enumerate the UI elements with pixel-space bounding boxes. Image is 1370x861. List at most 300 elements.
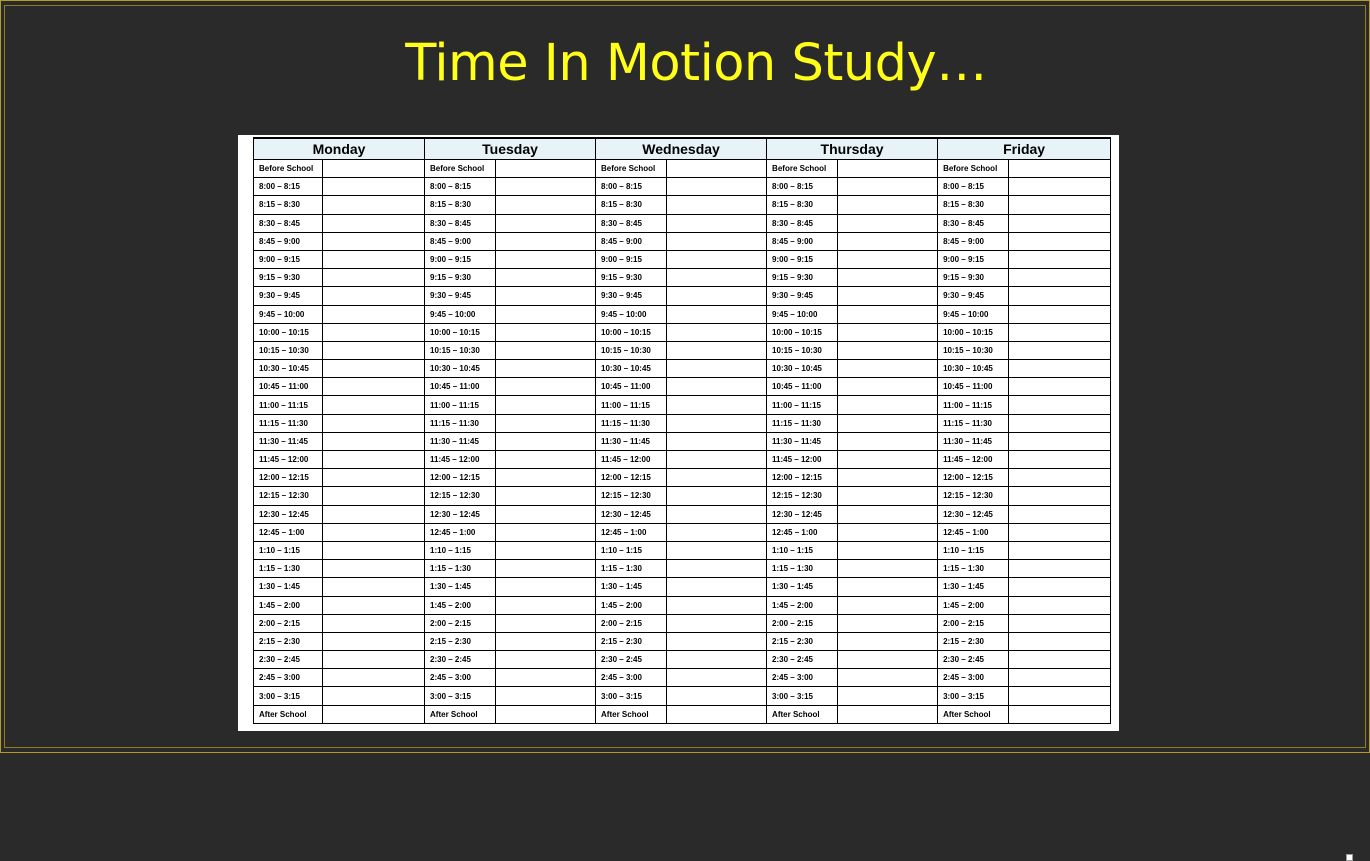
activity-entry-cell[interactable] <box>496 396 596 414</box>
day-header-wednesday: Wednesday <box>596 138 767 160</box>
activity-entry-cell[interactable] <box>1009 232 1111 250</box>
activity-entry-cell[interactable] <box>496 687 596 705</box>
time-slot-label: 9:45 – 10:00 <box>254 305 323 323</box>
time-slot-label: Before School <box>254 160 323 178</box>
activity-entry-cell[interactable] <box>838 614 938 632</box>
activity-entry-cell[interactable] <box>496 378 596 396</box>
activity-entry-cell[interactable] <box>323 287 425 305</box>
activity-entry-cell[interactable] <box>1009 360 1111 378</box>
time-slot-label: 1:10 – 1:15 <box>596 541 667 559</box>
time-slot-label: 1:45 – 2:00 <box>938 596 1009 614</box>
activity-entry-cell[interactable] <box>667 160 767 178</box>
slide-title[interactable]: Time In Motion Study… <box>405 34 987 93</box>
time-slot-label: 12:30 – 12:45 <box>938 505 1009 523</box>
time-slot-label: 8:15 – 8:30 <box>596 196 667 214</box>
activity-entry-cell[interactable] <box>838 523 938 541</box>
activity-entry-cell[interactable] <box>496 560 596 578</box>
time-slot-label: 1:15 – 1:30 <box>425 560 496 578</box>
time-slot-label: 12:00 – 12:15 <box>767 469 838 487</box>
table-row <box>254 196 1111 214</box>
activity-entry-cell[interactable] <box>1009 632 1111 650</box>
activity-entry-cell[interactable] <box>496 578 596 596</box>
activity-entry-cell[interactable] <box>323 541 425 559</box>
time-slot-label: 12:00 – 12:15 <box>254 469 323 487</box>
activity-entry-cell[interactable] <box>1009 269 1111 287</box>
activity-entry-cell[interactable] <box>838 305 938 323</box>
activity-entry-cell[interactable] <box>1009 578 1111 596</box>
time-slot-label: 11:45 – 12:00 <box>938 451 1009 469</box>
time-slot-label: 10:00 – 10:15 <box>938 323 1009 341</box>
activity-entry-cell[interactable] <box>1009 396 1111 414</box>
activity-entry-cell[interactable] <box>838 250 938 268</box>
time-slot-label: 2:15 – 2:30 <box>938 632 1009 650</box>
activity-entry-cell[interactable] <box>323 323 425 341</box>
time-slot-label: 2:45 – 3:00 <box>425 669 496 687</box>
activity-entry-cell[interactable] <box>838 487 938 505</box>
activity-entry-cell[interactable] <box>323 432 425 450</box>
table-row <box>254 523 1111 541</box>
time-slot-label: 9:00 – 9:15 <box>254 250 323 268</box>
activity-entry-cell[interactable] <box>323 560 425 578</box>
activity-entry-cell[interactable] <box>323 396 425 414</box>
activity-entry-cell[interactable] <box>323 487 425 505</box>
activity-entry-cell[interactable] <box>667 560 767 578</box>
activity-entry-cell[interactable] <box>838 214 938 232</box>
activity-entry-cell[interactable] <box>496 523 596 541</box>
time-slot-label: 11:45 – 12:00 <box>596 451 667 469</box>
time-slot-label: 2:45 – 3:00 <box>767 669 838 687</box>
time-slot-label: 1:45 – 2:00 <box>425 596 496 614</box>
time-slot-label: 8:00 – 8:15 <box>254 178 323 196</box>
activity-entry-cell[interactable] <box>838 596 938 614</box>
activity-entry-cell[interactable] <box>667 614 767 632</box>
time-slot-label: 10:00 – 10:15 <box>425 323 496 341</box>
activity-entry-cell[interactable] <box>496 451 596 469</box>
time-slot-label: 10:30 – 10:45 <box>425 360 496 378</box>
time-slot-label: 8:00 – 8:15 <box>938 178 1009 196</box>
table-row <box>254 341 1111 359</box>
time-slot-label: 10:30 – 10:45 <box>254 360 323 378</box>
time-slot-label: 10:15 – 10:30 <box>767 341 838 359</box>
time-slot-label: 12:15 – 12:30 <box>596 487 667 505</box>
activity-entry-cell[interactable] <box>323 614 425 632</box>
activity-entry-cell[interactable] <box>323 196 425 214</box>
activity-entry-cell[interactable] <box>496 669 596 687</box>
activity-entry-cell[interactable] <box>838 232 938 250</box>
activity-entry-cell[interactable] <box>496 287 596 305</box>
activity-entry-cell[interactable] <box>838 323 938 341</box>
time-slot-label: 10:30 – 10:45 <box>596 360 667 378</box>
schedule-table <box>253 137 1111 724</box>
time-slot-label: 10:30 – 10:45 <box>767 360 838 378</box>
time-slot-label: 10:45 – 11:00 <box>767 378 838 396</box>
time-slot-label: 8:30 – 8:45 <box>425 214 496 232</box>
activity-entry-cell[interactable] <box>667 523 767 541</box>
time-slot-label: After School <box>767 705 838 723</box>
activity-entry-cell[interactable] <box>838 705 938 723</box>
activity-entry-cell[interactable] <box>667 651 767 669</box>
activity-entry-cell[interactable] <box>667 687 767 705</box>
table-row <box>254 541 1111 559</box>
time-slot-label: Before School <box>596 160 667 178</box>
activity-entry-cell[interactable] <box>1009 323 1111 341</box>
time-slot-label: Before School <box>938 160 1009 178</box>
activity-entry-cell[interactable] <box>323 214 425 232</box>
time-slot-label: 2:15 – 2:30 <box>254 632 323 650</box>
activity-entry-cell[interactable] <box>1009 487 1111 505</box>
activity-entry-cell[interactable] <box>667 469 767 487</box>
time-slot-label: 11:15 – 11:30 <box>254 414 323 432</box>
table-row <box>254 432 1111 450</box>
activity-entry-cell[interactable] <box>323 469 425 487</box>
activity-entry-cell[interactable] <box>496 196 596 214</box>
table-row <box>254 687 1111 705</box>
activity-entry-cell[interactable] <box>1009 687 1111 705</box>
table-row <box>254 378 1111 396</box>
time-slot-label: 9:15 – 9:30 <box>254 269 323 287</box>
day-header-tuesday: Tuesday <box>425 138 596 160</box>
time-slot-label: 11:00 – 11:15 <box>938 396 1009 414</box>
activity-entry-cell[interactable] <box>838 341 938 359</box>
activity-entry-cell[interactable] <box>1009 505 1111 523</box>
table-row <box>254 632 1111 650</box>
time-slot-label: 12:45 – 1:00 <box>254 523 323 541</box>
table-row <box>254 305 1111 323</box>
time-slot-label: 12:45 – 1:00 <box>938 523 1009 541</box>
time-slot-label: 11:00 – 11:15 <box>767 396 838 414</box>
activity-entry-cell[interactable] <box>1009 214 1111 232</box>
activity-entry-cell[interactable] <box>838 178 938 196</box>
time-slot-label: After School <box>938 705 1009 723</box>
time-slot-label: 11:30 – 11:45 <box>767 432 838 450</box>
activity-entry-cell[interactable] <box>1009 614 1111 632</box>
time-slot-label: 2:30 – 2:45 <box>938 651 1009 669</box>
time-slot-label: 2:00 – 2:15 <box>596 614 667 632</box>
time-slot-label: 8:30 – 8:45 <box>938 214 1009 232</box>
time-slot-label: 11:00 – 11:15 <box>596 396 667 414</box>
time-slot-label: 10:45 – 11:00 <box>425 378 496 396</box>
time-slot-label: 12:00 – 12:15 <box>596 469 667 487</box>
activity-entry-cell[interactable] <box>667 632 767 650</box>
activity-entry-cell[interactable] <box>667 360 767 378</box>
activity-entry-cell[interactable] <box>667 541 767 559</box>
time-slot-label: 12:15 – 12:30 <box>938 487 1009 505</box>
activity-entry-cell[interactable] <box>838 360 938 378</box>
activity-entry-cell[interactable] <box>1009 378 1111 396</box>
time-slot-label: 2:30 – 2:45 <box>254 651 323 669</box>
activity-entry-cell[interactable] <box>1009 451 1111 469</box>
activity-entry-cell[interactable] <box>496 269 596 287</box>
activity-entry-cell[interactable] <box>496 178 596 196</box>
activity-entry-cell[interactable] <box>496 505 596 523</box>
activity-entry-cell[interactable] <box>496 360 596 378</box>
activity-entry-cell[interactable] <box>1009 596 1111 614</box>
activity-entry-cell[interactable] <box>323 378 425 396</box>
time-slot-label: 8:30 – 8:45 <box>767 214 838 232</box>
activity-entry-cell[interactable] <box>667 196 767 214</box>
activity-entry-cell[interactable] <box>323 250 425 268</box>
time-slot-label: 11:30 – 11:45 <box>596 432 667 450</box>
activity-entry-cell[interactable] <box>838 578 938 596</box>
activity-entry-cell[interactable] <box>667 323 767 341</box>
activity-entry-cell[interactable] <box>1009 651 1111 669</box>
time-slot-label: 12:30 – 12:45 <box>425 505 496 523</box>
activity-entry-cell[interactable] <box>667 269 767 287</box>
activity-entry-cell[interactable] <box>323 341 425 359</box>
activity-entry-cell[interactable] <box>1009 541 1111 559</box>
activity-entry-cell[interactable] <box>838 196 938 214</box>
time-slot-label: 9:15 – 9:30 <box>596 269 667 287</box>
time-slot-label: 9:45 – 10:00 <box>596 305 667 323</box>
activity-entry-cell[interactable] <box>1009 414 1111 432</box>
time-slot-label: 8:30 – 8:45 <box>596 214 667 232</box>
table-row <box>254 578 1111 596</box>
table-row <box>254 178 1111 196</box>
time-slot-label: 9:00 – 9:15 <box>938 250 1009 268</box>
activity-entry-cell[interactable] <box>1009 669 1111 687</box>
time-slot-label: 8:45 – 9:00 <box>596 232 667 250</box>
activity-entry-cell[interactable] <box>838 378 938 396</box>
table-row <box>254 214 1111 232</box>
time-slot-label: 9:30 – 9:45 <box>425 287 496 305</box>
activity-entry-cell[interactable] <box>667 669 767 687</box>
time-slot-label: 1:45 – 2:00 <box>767 596 838 614</box>
activity-entry-cell[interactable] <box>1009 305 1111 323</box>
activity-entry-cell[interactable] <box>1009 160 1111 178</box>
activity-entry-cell[interactable] <box>323 232 425 250</box>
activity-entry-cell[interactable] <box>667 232 767 250</box>
table-row <box>254 705 1111 723</box>
activity-entry-cell[interactable] <box>323 578 425 596</box>
activity-entry-cell[interactable] <box>323 305 425 323</box>
table-row <box>254 469 1111 487</box>
activity-entry-cell[interactable] <box>838 414 938 432</box>
table-row <box>254 250 1111 268</box>
time-slot-label: 9:15 – 9:30 <box>425 269 496 287</box>
time-slot-label: 8:00 – 8:15 <box>767 178 838 196</box>
table-row <box>254 505 1111 523</box>
activity-entry-cell[interactable] <box>838 632 938 650</box>
activity-entry-cell[interactable] <box>667 414 767 432</box>
activity-entry-cell[interactable] <box>1009 469 1111 487</box>
time-slot-label: 1:10 – 1:15 <box>767 541 838 559</box>
table-row <box>254 360 1111 378</box>
activity-entry-cell[interactable] <box>323 160 425 178</box>
time-slot-label: 11:15 – 11:30 <box>596 414 667 432</box>
time-slot-label: 10:15 – 10:30 <box>596 341 667 359</box>
activity-entry-cell[interactable] <box>667 378 767 396</box>
time-slot-label: 2:00 – 2:15 <box>425 614 496 632</box>
activity-entry-cell[interactable] <box>667 287 767 305</box>
time-slot-label: 12:00 – 12:15 <box>425 469 496 487</box>
time-slot-label: 1:10 – 1:15 <box>938 541 1009 559</box>
activity-entry-cell[interactable] <box>838 560 938 578</box>
activity-entry-cell[interactable] <box>496 596 596 614</box>
activity-entry-cell[interactable] <box>838 396 938 414</box>
activity-entry-cell[interactable] <box>323 669 425 687</box>
time-slot-label: 12:45 – 1:00 <box>596 523 667 541</box>
day-header-friday: Friday <box>938 138 1111 160</box>
table-row <box>254 560 1111 578</box>
time-slot-label: 10:45 – 11:00 <box>938 378 1009 396</box>
time-slot-label: After School <box>596 705 667 723</box>
activity-entry-cell[interactable] <box>1009 341 1111 359</box>
time-slot-label: 11:15 – 11:30 <box>425 414 496 432</box>
time-slot-label: 8:45 – 9:00 <box>767 232 838 250</box>
activity-entry-cell[interactable] <box>323 651 425 669</box>
time-slot-label: 1:10 – 1:15 <box>425 541 496 559</box>
activity-entry-cell[interactable] <box>667 578 767 596</box>
activity-entry-cell[interactable] <box>323 523 425 541</box>
activity-entry-cell[interactable] <box>1009 432 1111 450</box>
activity-entry-cell[interactable] <box>496 469 596 487</box>
time-slot-label: 3:00 – 3:15 <box>425 687 496 705</box>
time-slot-label: 8:30 – 8:45 <box>254 214 323 232</box>
time-slot-label: 10:15 – 10:30 <box>425 341 496 359</box>
activity-entry-cell[interactable] <box>838 469 938 487</box>
activity-entry-cell[interactable] <box>323 451 425 469</box>
time-slot-label: 10:00 – 10:15 <box>254 323 323 341</box>
time-slot-label: 3:00 – 3:15 <box>938 687 1009 705</box>
time-slot-label: 2:45 – 3:00 <box>938 669 1009 687</box>
time-slot-label: 9:30 – 9:45 <box>596 287 667 305</box>
activity-entry-cell[interactable] <box>323 360 425 378</box>
activity-entry-cell[interactable] <box>496 614 596 632</box>
activity-entry-cell[interactable] <box>838 287 938 305</box>
time-slot-label: 9:30 – 9:45 <box>938 287 1009 305</box>
activity-entry-cell[interactable] <box>667 250 767 268</box>
time-slot-label: 2:00 – 2:15 <box>938 614 1009 632</box>
activity-entry-cell[interactable] <box>496 214 596 232</box>
activity-entry-cell[interactable] <box>496 160 596 178</box>
activity-entry-cell[interactable] <box>496 341 596 359</box>
activity-entry-cell[interactable] <box>838 505 938 523</box>
time-slot-label: 1:10 – 1:15 <box>254 541 323 559</box>
activity-entry-cell[interactable] <box>323 505 425 523</box>
activity-entry-cell[interactable] <box>496 705 596 723</box>
time-slot-label: 12:45 – 1:00 <box>425 523 496 541</box>
activity-entry-cell[interactable] <box>496 432 596 450</box>
time-slot-label: 9:45 – 10:00 <box>425 305 496 323</box>
time-slot-label: 1:30 – 1:45 <box>767 578 838 596</box>
time-slot-label: After School <box>254 705 323 723</box>
time-slot-label: 11:15 – 11:30 <box>767 414 838 432</box>
time-slot-label: 10:15 – 10:30 <box>938 341 1009 359</box>
activity-entry-cell[interactable] <box>667 451 767 469</box>
activity-entry-cell[interactable] <box>496 414 596 432</box>
resize-handle[interactable] <box>1346 854 1353 861</box>
time-slot-label: 1:30 – 1:45 <box>254 578 323 596</box>
time-slot-label: 10:30 – 10:45 <box>938 360 1009 378</box>
activity-entry-cell[interactable] <box>667 396 767 414</box>
activity-entry-cell[interactable] <box>838 432 938 450</box>
activity-entry-cell[interactable] <box>667 487 767 505</box>
activity-entry-cell[interactable] <box>667 705 767 723</box>
time-slot-label: 10:00 – 10:15 <box>596 323 667 341</box>
time-slot-label: 11:00 – 11:15 <box>425 396 496 414</box>
activity-entry-cell[interactable] <box>667 214 767 232</box>
activity-entry-cell[interactable] <box>1009 196 1111 214</box>
activity-entry-cell[interactable] <box>838 651 938 669</box>
time-slot-label: Before School <box>425 160 496 178</box>
day-header-monday: Monday <box>254 138 425 160</box>
time-slot-label: 9:15 – 9:30 <box>938 269 1009 287</box>
activity-entry-cell[interactable] <box>323 269 425 287</box>
activity-entry-cell[interactable] <box>1009 705 1111 723</box>
time-slot-label: 8:45 – 9:00 <box>425 232 496 250</box>
activity-entry-cell[interactable] <box>323 414 425 432</box>
activity-entry-cell[interactable] <box>496 651 596 669</box>
activity-entry-cell[interactable] <box>496 250 596 268</box>
activity-entry-cell[interactable] <box>496 232 596 250</box>
activity-entry-cell[interactable] <box>496 487 596 505</box>
time-slot-label: 1:45 – 2:00 <box>254 596 323 614</box>
time-slot-label: 9:00 – 9:15 <box>596 250 667 268</box>
activity-entry-cell[interactable] <box>323 596 425 614</box>
schedule-sheet[interactable] <box>238 135 1119 731</box>
time-slot-label: 1:30 – 1:45 <box>596 578 667 596</box>
time-slot-label: 1:15 – 1:30 <box>767 560 838 578</box>
activity-entry-cell[interactable] <box>496 305 596 323</box>
time-slot-label: 11:00 – 11:15 <box>254 396 323 414</box>
activity-entry-cell[interactable] <box>1009 523 1111 541</box>
table-row <box>254 232 1111 250</box>
table-row <box>254 160 1111 178</box>
activity-entry-cell[interactable] <box>838 160 938 178</box>
time-slot-label: 8:00 – 8:15 <box>425 178 496 196</box>
activity-entry-cell[interactable] <box>838 451 938 469</box>
activity-entry-cell[interactable] <box>1009 560 1111 578</box>
activity-entry-cell[interactable] <box>667 178 767 196</box>
time-slot-label: 1:45 – 2:00 <box>596 596 667 614</box>
time-slot-label: 8:15 – 8:30 <box>425 196 496 214</box>
activity-entry-cell[interactable] <box>323 632 425 650</box>
activity-entry-cell[interactable] <box>667 305 767 323</box>
activity-entry-cell[interactable] <box>667 596 767 614</box>
activity-entry-cell[interactable] <box>838 669 938 687</box>
activity-entry-cell[interactable] <box>323 687 425 705</box>
time-slot-label: 8:15 – 8:30 <box>767 196 838 214</box>
activity-entry-cell[interactable] <box>323 705 425 723</box>
activity-entry-cell[interactable] <box>667 432 767 450</box>
activity-entry-cell[interactable] <box>496 632 596 650</box>
activity-entry-cell[interactable] <box>1009 287 1111 305</box>
activity-entry-cell[interactable] <box>496 323 596 341</box>
time-slot-label: 2:00 – 2:15 <box>767 614 838 632</box>
time-slot-label: 10:45 – 11:00 <box>596 378 667 396</box>
table-row <box>254 287 1111 305</box>
time-slot-label: 9:45 – 10:00 <box>938 305 1009 323</box>
activity-entry-cell[interactable] <box>1009 178 1111 196</box>
activity-entry-cell[interactable] <box>667 505 767 523</box>
time-slot-label: 8:45 – 9:00 <box>254 232 323 250</box>
activity-entry-cell[interactable] <box>667 341 767 359</box>
table-row <box>254 487 1111 505</box>
activity-entry-cell[interactable] <box>838 541 938 559</box>
time-slot-label: 2:00 – 2:15 <box>254 614 323 632</box>
activity-entry-cell[interactable] <box>323 178 425 196</box>
activity-entry-cell[interactable] <box>838 269 938 287</box>
activity-entry-cell[interactable] <box>838 687 938 705</box>
activity-entry-cell[interactable] <box>1009 250 1111 268</box>
time-slot-label: 9:00 – 9:15 <box>767 250 838 268</box>
activity-entry-cell[interactable] <box>496 541 596 559</box>
table-row <box>254 596 1111 614</box>
time-slot-label: 3:00 – 3:15 <box>254 687 323 705</box>
time-slot-label: After School <box>425 705 496 723</box>
time-slot-label: 10:15 – 10:30 <box>254 341 323 359</box>
time-slot-label: 9:45 – 10:00 <box>767 305 838 323</box>
